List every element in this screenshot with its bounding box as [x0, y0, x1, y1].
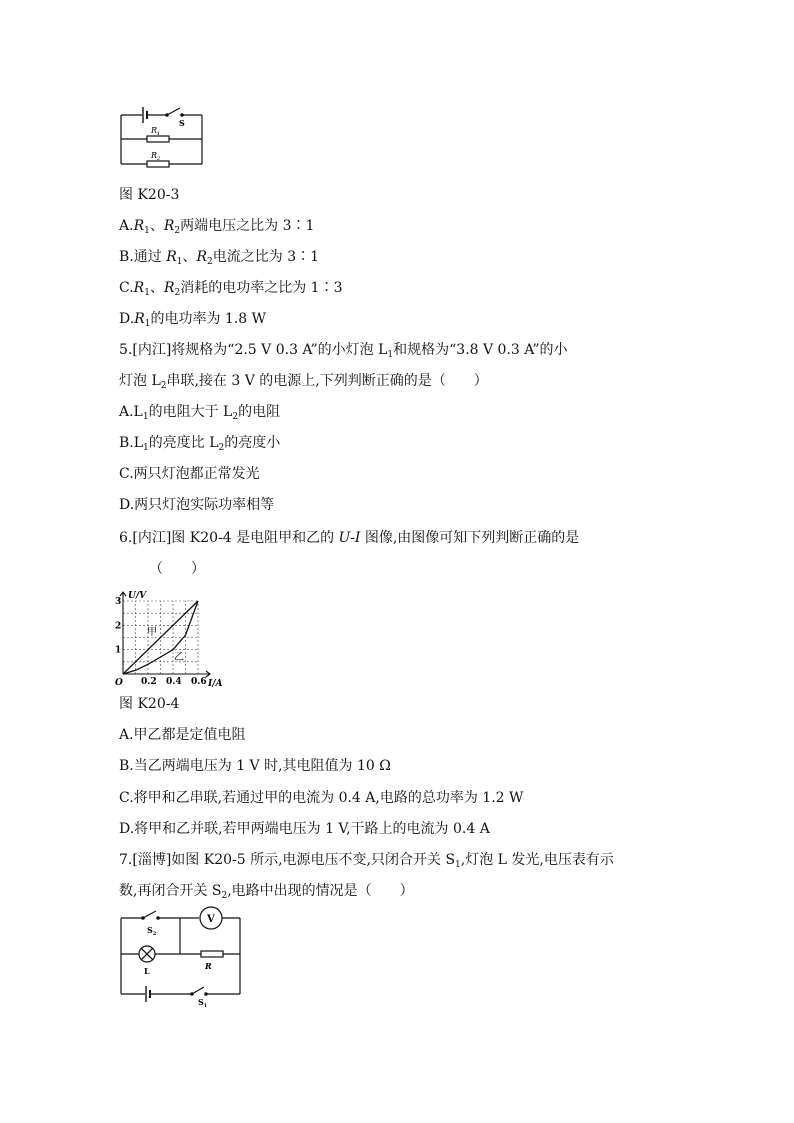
svg-text:R2: $R_2$ [151, 151, 161, 162]
q4-option-a: $A.R_1$、$R_2$两端电压之比为 3∶1 [119, 218, 315, 236]
y-tick-label: 3 [115, 597, 122, 607]
q6-option-d: D.将甲和乙并联,若甲两端电压为 1 V,干路上的电流为 0.4 A [119, 821, 490, 837]
x-tick-label: 0.6 [191, 677, 207, 687]
q5-stem-line1: 5.[内江]将规格为“2.5 V 0.3 A”的小灯泡 $L_1$和规格为“3.8 V 0.3 A”的小 [119, 342, 568, 360]
circuit-diagram-k20-5 [118, 908, 246, 1008]
circuit-diagram-k20-3 [118, 102, 208, 174]
q6-stem-line2: （ ） [149, 561, 205, 577]
q6-option-b: B.当乙两端电压为 1 V 时,其电阻值为 10 Ω [119, 758, 391, 774]
series-line-jia [123, 601, 198, 674]
origin-label: O [115, 678, 123, 688]
y-tick-label: 2 [115, 621, 122, 632]
x-tick-label: 0.2 [141, 677, 157, 687]
q5-option-c: C.两只灯泡都正常发光 [119, 466, 260, 482]
x-tick-label: 0.4 [166, 677, 182, 687]
svg-text:R1: $R_1$ [151, 126, 161, 137]
q5-option-a: $A.L_1$的电阻大于 $L_2$的电阻 [119, 404, 281, 422]
q6-stem-line1: 6.[内江]图 K20-4 是电阻甲和乙的 U-I 图像,由图像可知下列判断正确的是 [119, 530, 580, 546]
x-axis-label: I/A [208, 679, 223, 689]
resistor-label: R [205, 961, 212, 971]
switch-label: S [179, 118, 185, 128]
q6-option-c: C.将甲和乙串联,若通过甲的电流为 0.4 A,电路的总功率为 1.2 W [119, 790, 524, 806]
q4-option-c: $C.R_1$、$R_2$消耗的电功率之比为 1∶3 [119, 280, 343, 298]
series-label-yi: 乙 [174, 652, 184, 663]
q7-stem-line1: 7.[淄博]如图 K20-5 所示,电源电压不变,只闭合开关 $S_1$,灯泡 L 发光,电压表有示 [119, 852, 614, 870]
lamp-label: L [144, 966, 150, 976]
q7-stem-line2: 数,再闭合开关 $S_2$,电路中出现的情况是（ ） [119, 883, 414, 901]
voltmeter-symbol: V [207, 914, 215, 925]
q4-option-d: $D.R_1$的电功率为 1.8 W [119, 311, 267, 329]
q4-option-b: B.通过 $R_1$、$R_2$电流之比为 3∶1 [119, 249, 320, 267]
figure-caption-k20-4: 图 K20-4 [119, 696, 180, 712]
switch-s2-label: $S_2$ [147, 925, 157, 937]
q5-option-b: $B.L_1$的亮度比 $L_2$的亮度小 [119, 435, 281, 453]
figure-caption-k20-3: 图 K20-3 [119, 187, 180, 203]
q5-stem-line2: 灯泡 $L_2$串联,接在 3 V 的电源上,下列判断正确的是（ ） [119, 373, 488, 391]
q5-option-d: D.两只灯泡实际功率相等 [119, 497, 275, 513]
series-label-jia: 甲 [147, 627, 157, 638]
q6-option-a: A.甲乙都是定值电阻 [119, 727, 246, 743]
y-tick-label: 1 [115, 645, 122, 656]
y-axis-label: U/V [128, 591, 147, 601]
ui-chart-k20-4 [114, 588, 229, 690]
switch-s1-label: $S_1$ [198, 997, 208, 1009]
